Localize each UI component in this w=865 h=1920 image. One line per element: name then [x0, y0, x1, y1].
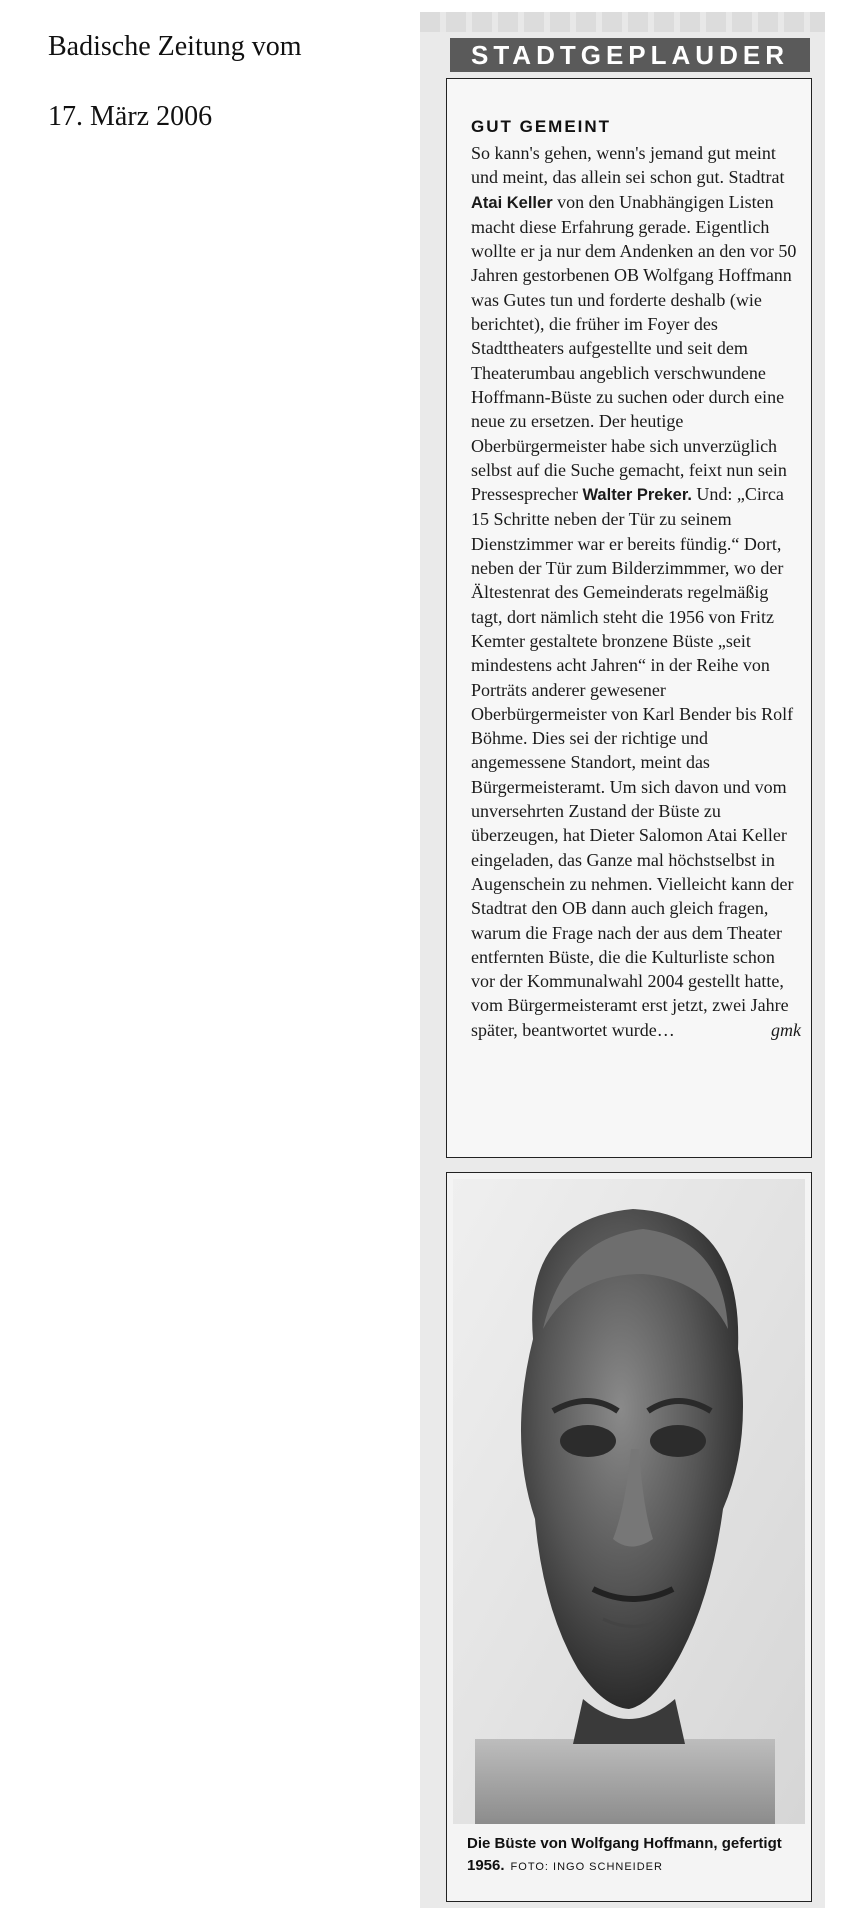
- article-body: [471, 141, 801, 1042]
- article-text-1: So kann's gehen, wenn's jemand gut meint und meint, das allein sei schon gut. Stadtrat: [471, 143, 785, 188]
- article-kicker: GUT GEMEINT: [471, 117, 612, 136]
- adjacent-column-top: [420, 12, 825, 32]
- article-box: [446, 78, 812, 1158]
- column-title: STADTGEPLAUDER: [450, 38, 810, 72]
- photo-credit: FOTO: INGO SCHNEIDER: [510, 1861, 663, 1873]
- person-name-keller: Atai Keller: [471, 193, 553, 212]
- photo-caption: [467, 1833, 807, 1878]
- bust-photo: [453, 1179, 805, 1824]
- source-note: [48, 30, 302, 134]
- author-signature: gmk: [771, 1019, 801, 1040]
- publication-name: Badische Zeitung vom: [48, 31, 302, 62]
- publication-date: 17. März 2006: [48, 101, 213, 132]
- article-text-3: Und: „Circa 15 Schritte neben der Tür zu seinem Dienstzimmer war er bereits fündig.“ Dort, neben der Tür zum Bilderzimmmer, wo der Ältestenrat des Gemeinderats regelmäßig tagt, dort nämlich steht die 1956 von Fritz Kemter gestaltete bronzene Büste „seit mindestens acht Jahren“ in der Reihe von Porträts anderer gewesener Oberbürgermeister von Karl Bender bis Rolf Böhme. Dies sei der richtige und angemessene Standort, meint das Bürgermeisteramt. Um sich davon und vom unversehrten Zustand der Büste zu überzeugen, hat Dieter Salomon Atai Keller eingeladen, das Ganze mal höchstselbst in Augenschein zu nehmen. Vielleicht kann der Stadtrat den OB dann auch gleich fragen, warum die Frage nach der aus dem Theater entfernten Büste, die die Kulturliste schon vor der Kommunalwahl 2004 gestellt hatte, vom Bürgermeisteramt erst jetzt, zwei Jahre später, beantwortet wurde…: [471, 484, 794, 1040]
- article-text-2: von den Unabhängigen Listen macht diese Erfahrung gerade. Eigentlich wollte er ja nur dem Andenken an den vor 50 Jahren gestorbenen OB Wolfgang Hoffmann was Gutes tun und forderte deshalb (wie berichtet), die früher im Foyer des Stadttheaters aufgestellte und seit dem Theaterumbau angeblich verschwundene Hoffmann-Büste zu suchen oder durch eine neue zu ersetzen. Der heutige Oberbürgermeister habe sich unverzüglich selbst auf die Suche gemacht, feixt nun sein Pressesprecher: [471, 191, 797, 505]
- newspaper-clipping: [420, 12, 825, 1908]
- photo-frame: [446, 1172, 812, 1902]
- person-name-preker: Walter Preker.: [582, 486, 692, 505]
- caption-text: Die Büste von Wolfgang Hoffmann, gefertigt 1956.: [467, 1835, 782, 1874]
